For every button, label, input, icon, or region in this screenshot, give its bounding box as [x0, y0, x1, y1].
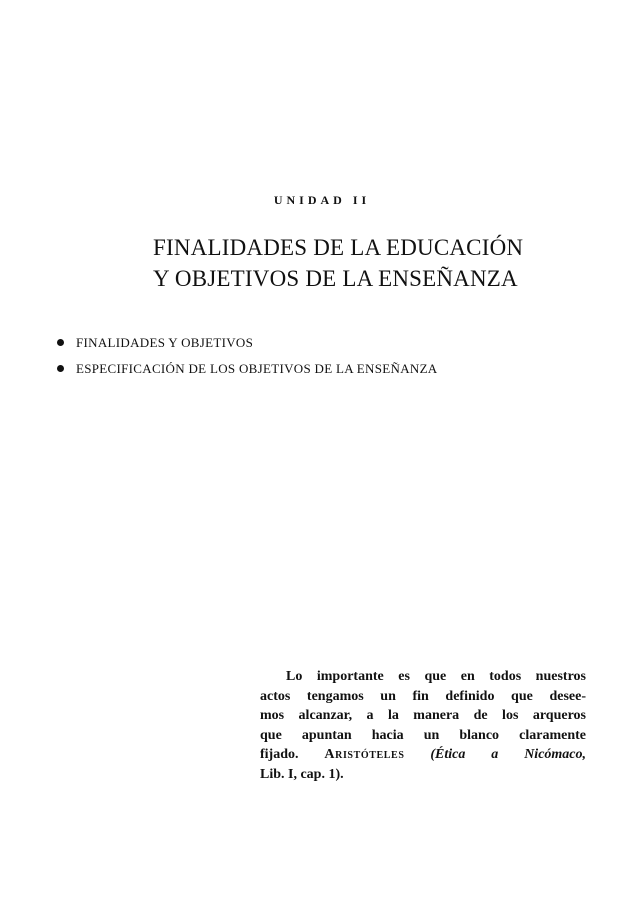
topic-label: FINALIDADES Y OBJETIVOS — [76, 335, 254, 350]
epigraph-line: mos alcanzar, a la manera de los arqueros — [260, 708, 586, 724]
epigraph-work: (Ética a Nicómaco, — [430, 747, 587, 763]
topic-label: ESPECIFICACIÓN DE LOS OBJETIVOS DE LA ENSEÑANZA — [76, 361, 438, 376]
topic-item — [57, 356, 617, 382]
epigraph-quote — [260, 667, 586, 785]
epigraph-line: que apuntan hacia un blanco claramente — [260, 727, 586, 743]
unit-heading: UNIDAD II — [273, 193, 371, 207]
chapter-title-line-1: FINALIDADES DE LA EDUCACIÓN — [153, 235, 524, 260]
topic-list — [57, 330, 617, 382]
epigraph-reference: Lib. I, cap. 1). — [260, 766, 344, 782]
epigraph-attribution-line — [260, 745, 586, 765]
topic-item — [57, 330, 617, 356]
chapter-title — [153, 232, 613, 294]
epigraph-line: Lo importante es que en todos nuestros — [286, 669, 586, 684]
bullet-icon — [57, 339, 64, 346]
epigraph-author: Aristóteles — [324, 747, 405, 763]
epigraph-line: actos tengamos un fin definido que desee- — [260, 688, 586, 704]
epigraph-line-text: fijado. — [260, 747, 299, 763]
bullet-icon — [57, 365, 64, 372]
chapter-title-line-2: Y OBJETIVOS DE LA ENSEÑANZA — [153, 266, 518, 291]
